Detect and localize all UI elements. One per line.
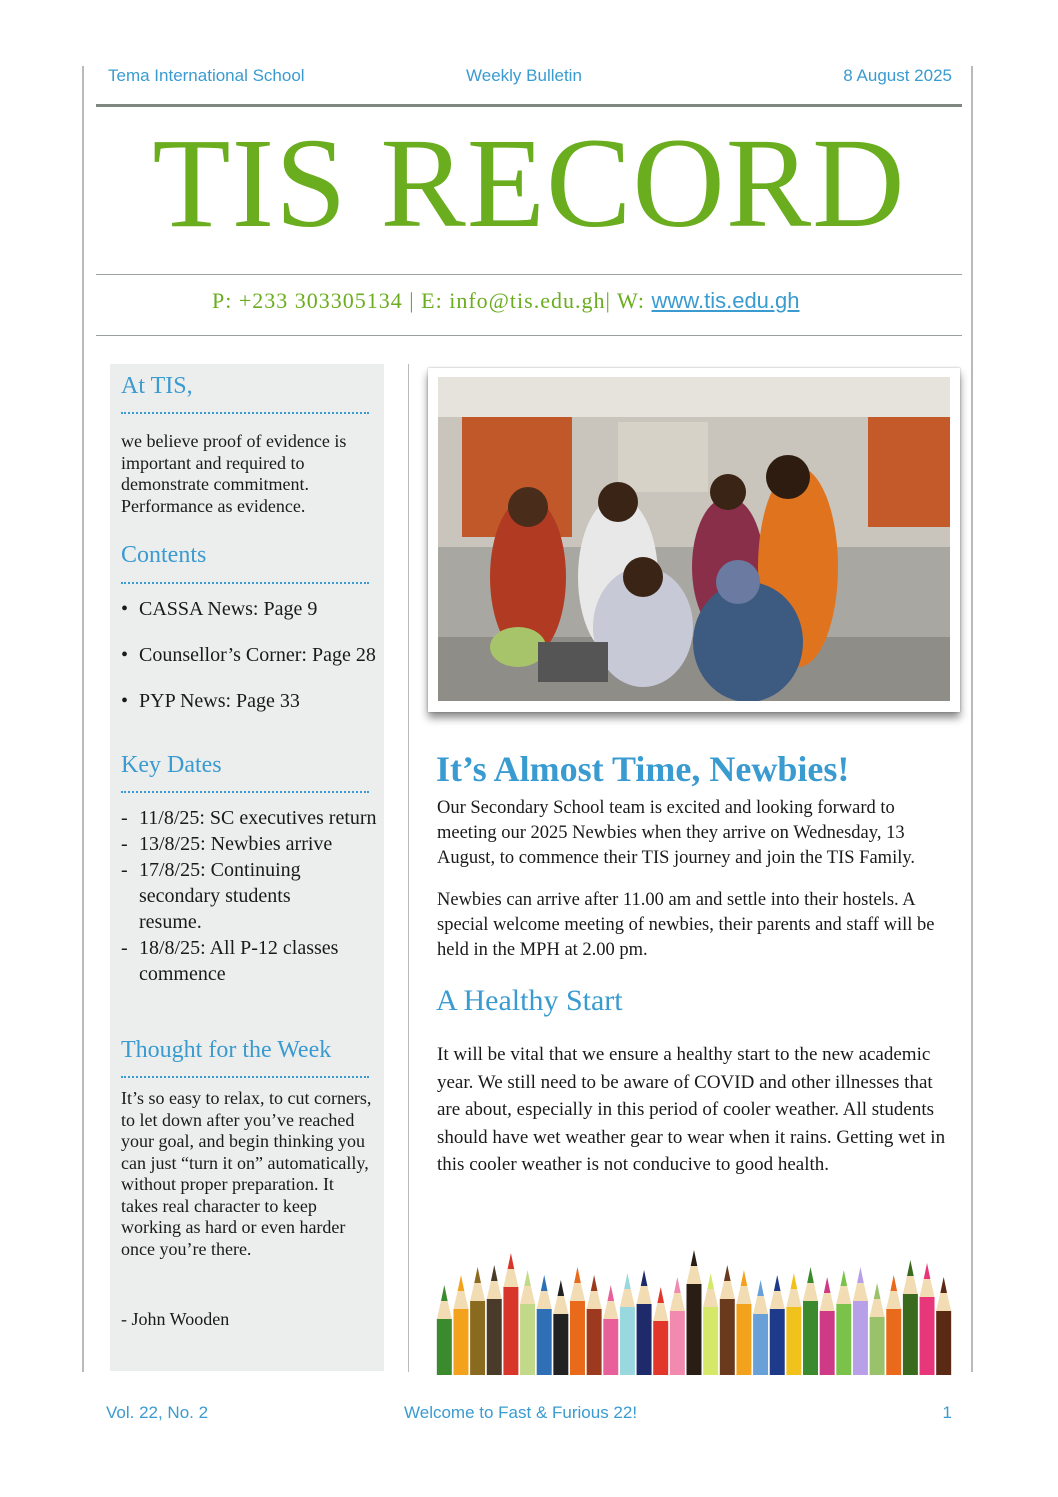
masthead-title: TIS RECORD: [152, 112, 906, 254]
thought-author: - John Wooden: [121, 1309, 230, 1329]
pencil: [520, 1270, 535, 1375]
footer-bar: [106, 1403, 952, 1425]
school-name: Tema International School: [108, 66, 305, 85]
at-tis-text: we believe proof of evidence is important and required to demonstrate commitment. Performance as evidence.: [121, 431, 347, 516]
pencil: [620, 1273, 635, 1375]
pencil: [470, 1267, 485, 1375]
pencil: [537, 1275, 552, 1375]
pencil: [637, 1270, 652, 1375]
pencil: [920, 1263, 935, 1375]
pencil: [886, 1275, 901, 1375]
classroom-photo: [428, 368, 960, 712]
pencil: [487, 1265, 502, 1375]
article-newbies-p2: Newbies can arrive after 11.00 am and settle into their hostels. A special welcome meeting of newbies, their parents and staff will be held in the MPH at 2.00 pm.: [437, 890, 935, 960]
pencil: [670, 1277, 685, 1375]
divider-dots: [121, 412, 369, 414]
pencil: [553, 1280, 568, 1375]
pencil: [736, 1270, 751, 1375]
key-date-item: - 17/8/25: Continuing secondary students resume.: [121, 859, 301, 933]
pencil: [687, 1250, 702, 1375]
pencil: [603, 1285, 618, 1375]
pencil: [936, 1277, 951, 1375]
contents-item: • Counsellor’s Corner: Page 28: [121, 644, 376, 666]
header-bar: [108, 66, 952, 88]
colored-pencils-illustration: [436, 1245, 952, 1375]
article-newbies-p1: Our Secondary School team is excited and looking forward to meeting our 2025 Newbies when they arrive on Wednesday, 13 August, to commence their TIS journey and join the TIS Family.: [437, 798, 916, 868]
bulletin-label: Weekly Bulletin: [466, 66, 582, 85]
header-rule: [96, 104, 962, 107]
contact-text: P: +233 303305134 | E: info@tis.edu.gh| W:: [212, 288, 652, 313]
pencil: [870, 1283, 885, 1375]
page-border-left: [82, 66, 84, 1372]
pencil: [836, 1270, 851, 1375]
key-date-item: - 11/8/25: SC executives return: [121, 807, 377, 829]
column-divider: [408, 364, 409, 1372]
pencil: [587, 1275, 602, 1375]
volume-label: Vol. 22, No. 2: [106, 1403, 209, 1422]
footer-tagline: Welcome to Fast & Furious 22!: [404, 1403, 638, 1422]
contents-heading: Contents: [121, 542, 207, 568]
article-title-newbies: It’s Almost Time, Newbies!: [436, 749, 850, 789]
pencil: [453, 1275, 468, 1375]
divider-dots: [121, 1076, 369, 1078]
pencil: [703, 1273, 718, 1375]
thought-text: It’s so easy to relax, to cut corners, to let down after you’ve reached your goal, and begin thinking you can just “turn it on” automatically, without proper preparation. It takes real character to keep working as hard or even harder once you’re there.: [121, 1088, 372, 1259]
divider-dots: [121, 582, 369, 584]
sidebar: [110, 364, 384, 1371]
article-title-healthy-start: A Healthy Start: [436, 984, 623, 1017]
pencil: [903, 1260, 918, 1375]
page-border-right: [971, 66, 973, 1372]
contact-line: [212, 288, 800, 314]
contents-list: [121, 596, 377, 714]
pencil: [753, 1280, 768, 1375]
key-date-item: - 18/8/25: All P-12 classes commence: [121, 937, 339, 985]
pencil: [437, 1285, 452, 1375]
pencil: [853, 1267, 868, 1375]
masthead-rule-top: [96, 274, 962, 275]
divider-dots: [121, 791, 369, 793]
key-dates-heading: Key Dates: [121, 752, 222, 778]
pencil: [720, 1265, 735, 1375]
pencil: [786, 1273, 801, 1375]
masthead-rule-bottom: [96, 335, 962, 336]
key-dates-list: [121, 805, 377, 987]
contents-item: • PYP News: Page 33: [121, 690, 300, 712]
key-date-item: - 13/8/25: Newbies arrive: [121, 833, 333, 855]
pencil: [653, 1287, 668, 1375]
pencil: [820, 1277, 835, 1375]
pencil: [803, 1267, 818, 1375]
website-link[interactable]: www.tis.edu.gh: [651, 288, 800, 313]
pencil: [503, 1253, 518, 1375]
pencil: [570, 1267, 585, 1375]
classroom-photo-image: [438, 377, 950, 701]
article-healthy-start-p1: It will be vital that we ensure a healthy start to the new academic year. We still need to be aware of COVID and other illnesses that are about, especially in this period of cooler weather. All students should have wet weather gear to wear when it rains. Getting wet in this cooler weather is not conducive to good health.: [437, 1044, 946, 1175]
issue-date: 8 August 2025: [843, 66, 952, 85]
thought-heading: Thought for the Week: [121, 1037, 332, 1063]
page-number: 1: [942, 1403, 952, 1422]
at-tis-heading: At TIS,: [121, 373, 193, 399]
pencil: [770, 1275, 785, 1375]
contents-item: • CASSA News: Page 9: [121, 598, 318, 620]
